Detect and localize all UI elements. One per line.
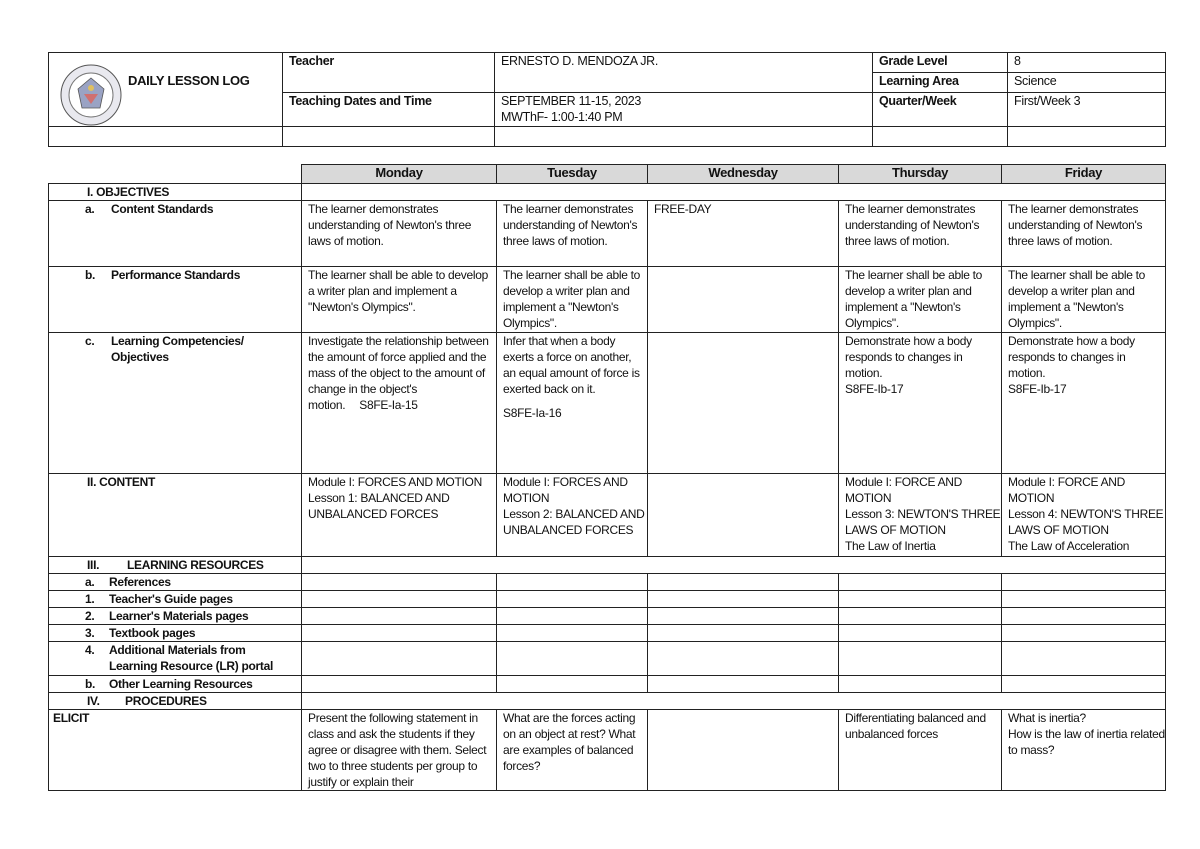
content-standards-fri: The learner demonstrates understanding of Newton's three laws of motion. [1002,201,1166,267]
teacher-label: Teacher [283,53,495,93]
corner-cell [49,165,302,184]
blank-cell [1002,676,1166,693]
blank-cell [497,625,648,642]
document-title: DAILY LESSON LOG [128,73,250,88]
performance-standards-tue: The learner shall be able to develop a writer plan and implement a "Newton's Olympics". [497,267,648,333]
blank-cell [497,608,648,625]
blank-cell [648,625,839,642]
elicit-label: ELICIT [49,710,302,791]
dates-label: Teaching Dates and Time [283,93,495,127]
title-cell [49,53,283,127]
competencies-tue: Infer that when a body exerts a force on another, an equal amount of force is exerted back on it. S8FE-Ia-16 [497,333,648,474]
competencies-fri: Demonstrate how a body responds to changes in motion. S8FE-Ib-17 [1002,333,1166,474]
deped-seal-icon [60,64,122,126]
dates-value: SEPTEMBER 11-15, 2023 [501,94,642,108]
blank-cell [648,642,839,676]
blank-cell [497,676,648,693]
blank-cell [1002,591,1166,608]
competencies-row [49,333,1166,474]
content-heading: II. CONTENT [49,474,302,557]
quarter-value: First/Week 3 [1008,93,1166,127]
blank-cell [497,591,648,608]
content-row [49,474,1166,557]
references-label: a. References [49,574,302,591]
performance-standards-fri: The learner shall be able to develop a writer plan and implement a "Newton's Olympics". [1002,267,1166,333]
blank-cell [648,333,839,474]
elicit-tue: What are the forces acting on an object at rest? What are examples of balanced forces? [497,710,648,791]
textbook-pages-label: 3. Textbook pages [49,625,302,642]
content-tue: Module I: FORCES AND MOTION Lesson 2: BALANCED AND UNBALANCED FORCES [497,474,648,557]
blank-cell [839,642,1002,676]
grade-value: 8 [1008,53,1166,73]
blank-cell [302,574,497,591]
blank-cell [648,574,839,591]
blank-cell [648,474,839,557]
performance-standards-label: b. Performance Standards [49,267,302,333]
dates-cell [495,93,873,127]
blank-cell [302,557,1166,574]
area-label: Learning Area [873,73,1008,93]
competencies-mon: Investigate the relationship between the amount of force applied and the mass of the object to the amount of change in the object's motion. S8FE-Ia-15 [302,333,497,474]
blank-cell [839,591,1002,608]
content-standards-label: a. Content Standards [49,201,302,267]
content-standards-mon: The learner demonstrates understanding of Newton's three laws of motion. [302,201,497,267]
performance-standards-thu: The learner shall be able to develop a writer plan and implement a "Newton's Olympics". [839,267,1002,333]
blank-cell [839,608,1002,625]
blank-cell [648,710,839,791]
elicit-thu: Differentiating balanced and unbalanced forces [839,710,1002,791]
blank-cell [873,127,1008,147]
blank-cell [302,608,497,625]
area-value: Science [1008,73,1166,93]
blank-cell [497,642,648,676]
lm-pages-label: 2. Learner's Materials pages [49,608,302,625]
quarter-label: Quarter/Week [873,93,1008,127]
blank-cell [302,693,1166,710]
blank-cell [495,127,873,147]
header-table [48,52,1166,147]
blank-cell [302,591,497,608]
blank-cell [302,676,497,693]
blank-cell [839,625,1002,642]
blank-cell [1002,608,1166,625]
competencies-label: c. Learning Competencies/ Objectives [49,333,302,474]
blank-cell [497,574,648,591]
content-fri: Module I: FORCE AND MOTION Lesson 4: NEWTON'S THREE LAWS OF MOTION The Law of Acceleration [1002,474,1166,557]
content-standards-wed: FREE-DAY [648,201,839,267]
day-wednesday: Wednesday [648,165,839,184]
blank-cell [648,591,839,608]
blank-cell [1002,574,1166,591]
objectives-heading: I. OBJECTIVES [49,184,302,201]
time-value: MWThF- 1:00-1:40 PM [501,110,623,124]
competencies-thu: Demonstrate how a body responds to changes in motion. S8FE-Ib-17 [839,333,1002,474]
additional-materials-label: 4. Additional Materials from Learning Resource (LR) portal [49,642,302,676]
blank-cell [1002,625,1166,642]
day-monday: Monday [302,165,497,184]
performance-standards-row [49,267,1166,333]
lesson-log-table [48,164,1166,791]
grade-label: Grade Level [873,53,1008,73]
blank-cell [648,676,839,693]
elicit-fri: What is inertia? How is the law of inertia related to mass? [1002,710,1166,791]
teacher-value: ERNESTO D. MENDOZA JR. [495,53,873,93]
other-resources-label: b. Other Learning Resources [49,676,302,693]
blank-cell [648,608,839,625]
blank-cell [648,267,839,333]
procedures-heading: IV. PROCEDURES [49,693,302,710]
blank-cell [1002,642,1166,676]
content-standards-row [49,201,1166,267]
elicit-row [49,710,1166,791]
content-mon: Module I: FORCES AND MOTION Lesson 1: BALANCED AND UNBALANCED FORCES [302,474,497,557]
day-tuesday: Tuesday [497,165,648,184]
day-friday: Friday [1002,165,1166,184]
content-thu: Module I: FORCE AND MOTION Lesson 3: NEWTON'S THREE LAWS OF MOTION The Law of Inertia [839,474,1002,557]
day-header-row [49,165,1166,184]
content-standards-thu: The learner demonstrates understanding of Newton's three laws of motion. [839,201,1002,267]
blank-cell [839,676,1002,693]
tg-pages-label: 1. Teacher's Guide pages [49,591,302,608]
blank-cell [49,127,283,147]
elicit-mon: Present the following statement in class and ask the students if they agree or disagree with them. Select two to three students per group to justify or explain their [302,710,497,791]
blank-cell [1008,127,1166,147]
blank-cell [302,184,1166,201]
content-standards-tue: The learner demonstrates understanding of Newton's three laws of motion. [497,201,648,267]
learning-resources-heading: III. LEARNING RESOURCES [49,557,302,574]
day-thursday: Thursday [839,165,1002,184]
blank-cell [283,127,495,147]
performance-standards-mon: The learner shall be able to develop a writer plan and implement a "Newton's Olympics". [302,267,497,333]
blank-cell [302,625,497,642]
blank-cell [839,574,1002,591]
blank-cell [302,642,497,676]
